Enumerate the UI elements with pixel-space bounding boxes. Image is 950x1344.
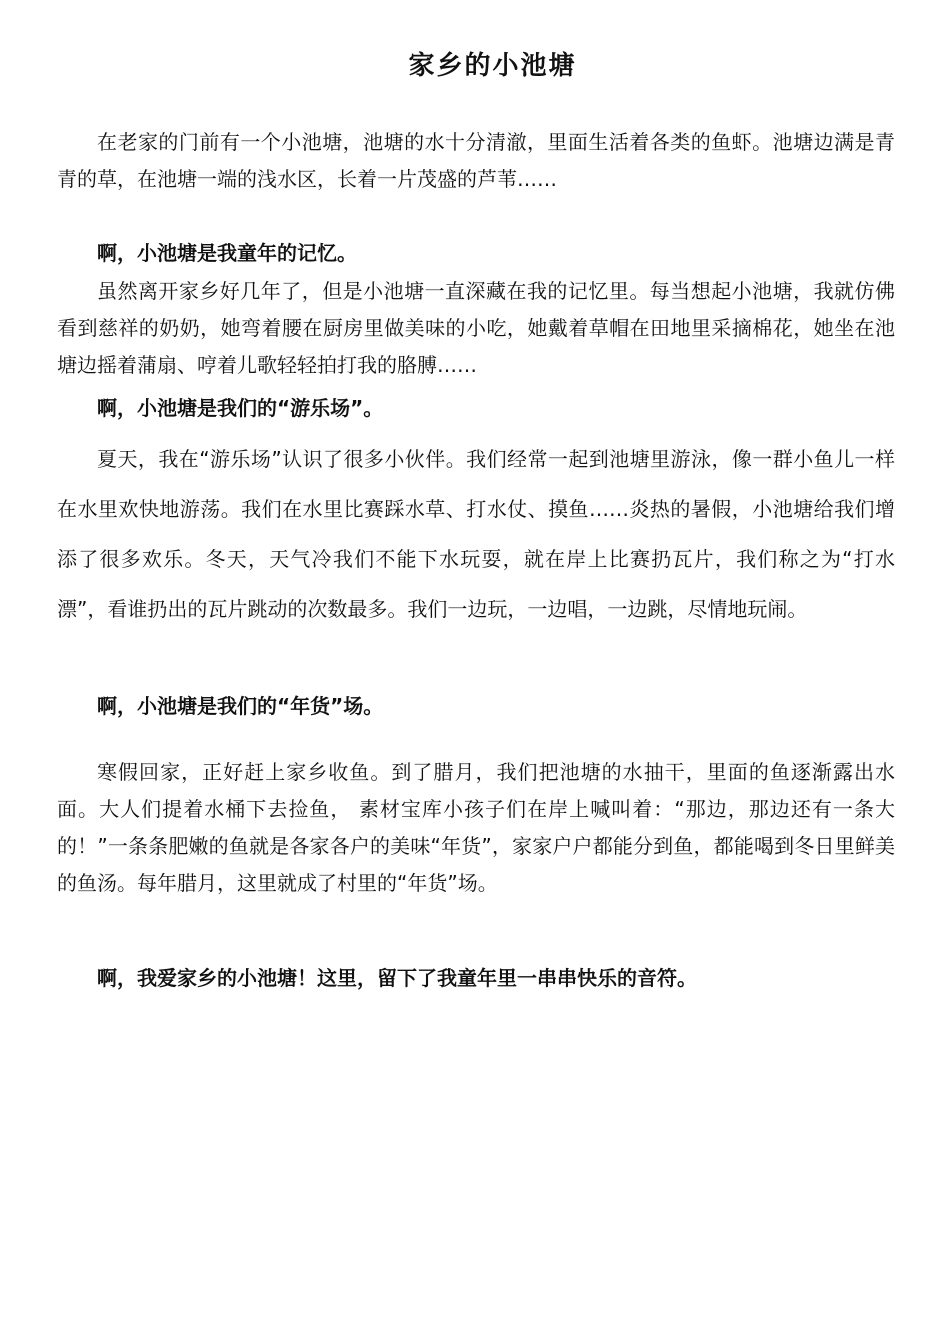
closing-statement: 啊，我爱家乡的小池塘！这里，留下了我童年里一串串快乐的音符。 [97,966,697,990]
section-heading-playground: 啊，小池塘是我们的“游乐场”。 [97,396,384,420]
paragraph-intro: 在老家的门前有一个小池塘，池塘的水十分清澈，里面生活着各类的鱼虾。池塘边满是青青的草，在池塘一端的浅水区，长着一片茂盛的芦苇…… [57,130,895,191]
section-heading-new-year-goods: 啊，小池塘是我们的“年货”场。 [97,694,384,718]
paragraph-playground: 夏天，我在“游乐场”认识了很多小伙伴。我们经常一起到池塘里游泳，像一群小鱼儿一样在水里欢快地游荡。我们在水里比赛踩水草、打水仗、摸鱼……炎热的暑假，小池塘给我们增添了很多欢乐。冬天，天气冷我们不能下水玩耍，就在岸上比赛扔瓦片，我们称之为“打水漂”，看谁扔出的瓦片跳动的次数最多。我们一边玩，一边唱，一边跳，尽情地玩闹。 [57,447,895,621]
paragraph-new-year-goods: 寒假回家，正好赶上家乡收鱼。到了腊月，我们把池塘的水抽干，里面的鱼逐渐露出水面。大人们提着水桶下去捡鱼， 素材宝库小孩子们在岸上喊叫着：“那边，那边还有一条大的！”一条条肥嫩的鱼就是各家各户的美味“年货”，家家户户都能分到鱼，都能喝到冬日里鲜美的鱼汤。每年腊月，这里就成了村里的“年货”场。 [57,760,895,895]
paragraph-memory: 虽然离开家乡好几年了，但是小池塘一直深藏在我的记忆里。每当想起小池塘，我就仿佛看到慈祥的奶奶，她弯着腰在厨房里做美味的小吃，她戴着草帽在田地里采摘棉花，她坐在池塘边摇着蒲扇、哼着儿歌轻轻拍打我的胳膊…… [57,279,895,377]
page-title: 家乡的小池塘 [408,51,577,81]
section-heading-childhood-memory: 啊，小池塘是我童年的记忆。 [97,241,357,265]
